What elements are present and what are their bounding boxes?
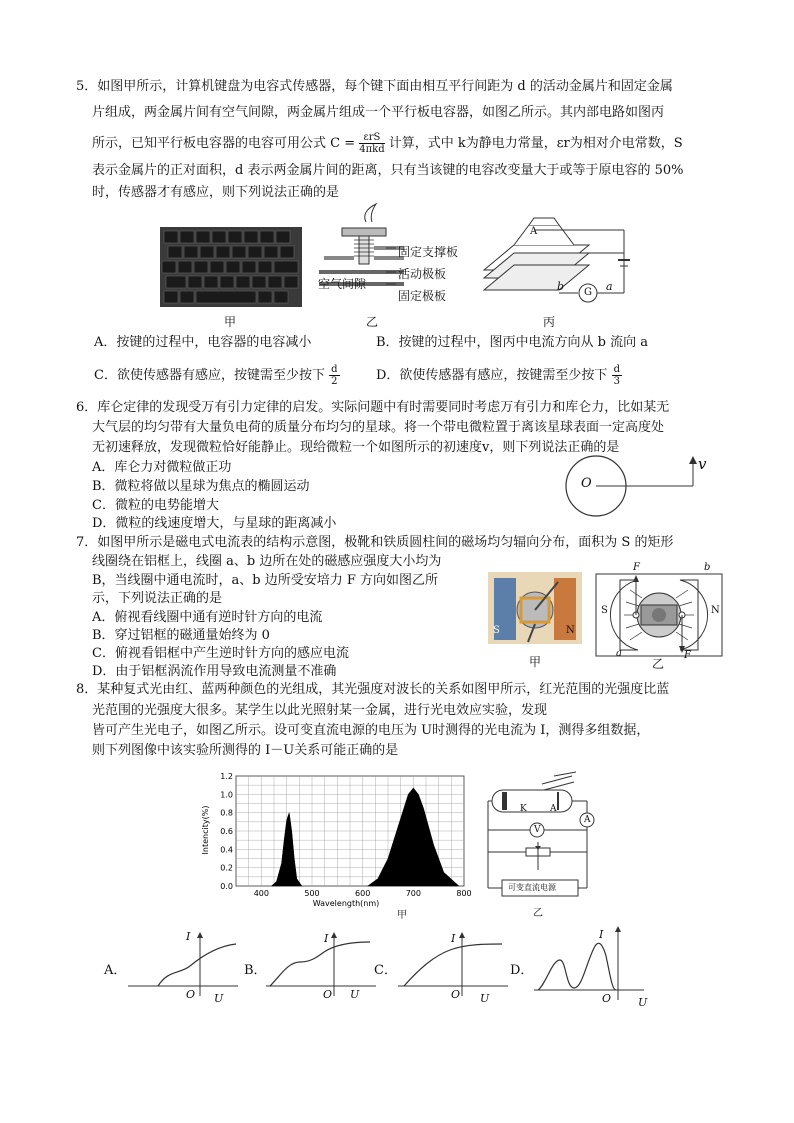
side-label-b: b (704, 562, 711, 573)
x-tick-label: 500 (304, 889, 320, 898)
y-tick-label: 0.0 (220, 882, 233, 891)
q5-option-d (376, 364, 622, 387)
x-tick-label: 700 (405, 889, 421, 898)
force-label-top-F: F (633, 562, 640, 573)
chart-y-label: Intencity(%) (201, 805, 210, 855)
side-label-a: a (616, 648, 622, 659)
q5-line4: 表示金属片的正对面积，d 表示两金属片间的距离，只有当该键的电容改变量大于或等于原电容的 50% (92, 163, 684, 178)
y-tick-label: 1.2 (220, 772, 233, 781)
radial-field-diagram (594, 572, 724, 658)
diagram-label-N: N (711, 605, 720, 616)
label-fixed-plate: 固定极板 (398, 289, 447, 303)
dc-source-label: 可变直流电源 (508, 883, 556, 892)
q5-frac-num: εrS (359, 132, 384, 144)
y-tick-label: 1.0 (220, 790, 233, 800)
q7-option-d: D．由于铝框涡流作用导致电流测量不准确 (92, 664, 337, 679)
x-tick-label: 400 (253, 889, 269, 898)
bing-label-a: a (606, 280, 613, 293)
graph-d-axis-U: U (638, 996, 648, 1009)
q7-fig-jia-caption: 甲 (529, 655, 542, 669)
ammeter-icon: A (584, 815, 591, 825)
graph-b-axis-I: I (324, 932, 329, 945)
q7-option-a: A．俯视看线圈中通有逆时针方向的电流 (92, 610, 323, 625)
q6-line2: 大气层的均匀带有大量负电荷的质量分布均匀的星球。将一个带电微粒置于离该星球表面一定高度处 (92, 420, 665, 435)
q8-line4: 则下列图像中该实验所测得的 I－U关系可能正确的是 (92, 743, 399, 758)
iu-graph-d (534, 924, 644, 1004)
q6-line1: 6．库仑定律的发现受万有引力定律的启发。实际问题中有时需要同时考虑万有引力和库仑力，比如某无 (76, 400, 670, 415)
q5-option-d-fraction (612, 364, 622, 387)
graph-a-axis-I: I (186, 930, 191, 943)
q5-frac-den: 4πkd (359, 144, 385, 155)
bing-label-A: A (530, 226, 538, 237)
graph-c-axis-U: U (480, 992, 490, 1005)
q5-option-d-text: D．欲使传感器有感应，按键需至少按下 (376, 368, 608, 383)
graph-c-axis-I: I (451, 932, 456, 945)
q8-line1: 8．某种复式光由红、蓝两种颜色的光组成，其光强度对波长的关系如图甲所示，红光范围的光强度比蓝 (76, 682, 670, 697)
voltmeter-icon: V (534, 825, 541, 835)
q5-d-num: d (613, 364, 620, 375)
q7-fig-yi-caption: 乙 (652, 657, 665, 671)
galvanometer-label: G (584, 287, 592, 298)
x-tick-label: 800 (456, 889, 472, 898)
chart-x-ticks (254, 889, 472, 898)
q7-line3: B，当线圈中通电流时，a、b 边所受安培力 F 方向如图乙所 (92, 573, 439, 588)
q6-option-a: A．库仑力对微粒做正功 (92, 460, 232, 475)
label-air-gap: 空气间隙 (318, 277, 367, 291)
graph-b-axis-U: U (350, 988, 360, 1001)
q7-line2: 线圈绕在铝框上，线圈 a、b 边所在处的磁感应强度大小均为 (92, 554, 442, 569)
q7-option-b: B．穿过铝框的磁通量始终为 0 (92, 628, 270, 643)
q5-line1: 5．如图甲所示，计算机键盘为电容式传感器，每个键下面由相互平行间距为 d 的活动金属片和固定金属 (76, 79, 673, 94)
q5-line3a: 所示，已知平行板电容器的电容可用公式 C = (92, 136, 356, 151)
q8-fig-yi-caption: 乙 (533, 908, 543, 919)
graph-a-axis-U: U (214, 992, 224, 1005)
q5-line5: 时，传感器才有感应，则下列说法正确的是 (92, 185, 340, 200)
q5-option-a: A．按键的过程中，电容器的电容减小 (94, 335, 312, 350)
diagram-label-S: S (601, 605, 608, 616)
label-movable-plate: 活动极板 (398, 267, 447, 281)
graph-b-origin: O (323, 988, 333, 1001)
q7-line4: 示，下列说法正确的是 (92, 591, 223, 606)
q5-option-c-fraction (329, 364, 339, 387)
q5-formula-fraction (359, 132, 384, 155)
iu-graph-b (266, 930, 376, 1000)
q5-fig-bing-caption: 丙 (543, 315, 556, 329)
photo-label-S: S (493, 625, 500, 636)
velocity-label-v: v (698, 455, 707, 473)
keyboard-photo (160, 227, 302, 307)
graph-a-origin: O (186, 988, 196, 1001)
chart-x-label: Wavelength(nm) (312, 899, 380, 908)
graph-d-axis-I: I (599, 928, 604, 941)
force-label-bottom-F: F (684, 650, 691, 661)
q6-option-b: B．微粒将做以星球为焦点的椭圆运动 (92, 479, 310, 494)
bing-label-b: b (557, 280, 565, 293)
planet-center-O: O (581, 476, 592, 491)
circuit-label-K: K (520, 804, 527, 814)
q5-c-den: 2 (331, 376, 338, 387)
iu-graph-a (128, 930, 238, 1000)
capacitor-circuit-diagram (474, 210, 634, 310)
q8-option-a-label: A． (104, 963, 127, 978)
photo-label-N: N (566, 625, 575, 636)
q8-fig-jia-caption: 甲 (397, 910, 407, 921)
q8-option-b-label: B． (244, 963, 267, 978)
q5-option-c-text: C．欲使传感器有感应，按键需至少按下 (94, 368, 325, 383)
q7-line1: 7．如图甲所示是磁电式电流表的结构示意图，极靴和铁质圆柱间的磁场均匀辐向分布，面积为 S 的矩形 (76, 535, 674, 550)
spectrum-chart (198, 768, 470, 910)
q5-line3b: 计算，式中 k为静电力常量，εr为相对介电常数，S (388, 136, 683, 151)
photoelectric-circuit (482, 770, 606, 898)
q6-line3: 无初速释放，发现微粒恰好能静止。现给微粒一个如图所示的初速度v，则下列说法正确的是 (92, 440, 620, 455)
chart-y-ticks (220, 772, 233, 891)
q8-option-c-label: C． (374, 963, 397, 978)
y-tick-label: 0.6 (220, 827, 233, 836)
q6-option-d: D．微粒的线速度增大，与星球的距离减小 (92, 516, 337, 531)
q8-line2: 光范围的光强度大很多。某学生以此光照射某一金属，进行光电效应实验，发现 (92, 703, 548, 718)
q7-option-c: C．俯视看铝框中产生逆时针方向的感应电流 (92, 646, 349, 661)
x-tick-label: 600 (355, 889, 371, 898)
q8-option-d-label: D． (510, 963, 534, 978)
q6-option-c: C．微粒的电势能增大 (92, 498, 219, 513)
q5-line3 (92, 132, 683, 155)
y-tick-label: 0.4 (220, 845, 233, 855)
q5-d-den: 3 (613, 376, 620, 387)
q5-c-num: d (331, 364, 338, 375)
graph-d-origin: O (602, 992, 612, 1005)
q5-line2: 片组成，两金属片间有空气间隙，两金属片组成一个平行板电容器，如图乙所示。其内部电路如图丙 (92, 105, 665, 120)
circuit-label-anode: A (550, 804, 557, 814)
label-fixed-support-plate: 固定支撑板 (398, 245, 459, 259)
y-tick-label: 0.2 (220, 863, 233, 873)
q5-fig-yi-caption: 乙 (366, 315, 379, 329)
q5-option-b: B．按键的过程中，图丙中电流方向从 b 流向 a (376, 335, 649, 350)
q5-option-c (94, 364, 340, 387)
y-tick-label: 0.8 (220, 808, 233, 818)
graph-c-origin: O (451, 988, 461, 1001)
q5-fig-jia-caption: 甲 (224, 315, 237, 329)
q8-line3: 皆可产生光电子，如图乙所示。设可变直流电源的电压为 U时测得的光电流为 I，测得多组数据， (92, 723, 650, 738)
